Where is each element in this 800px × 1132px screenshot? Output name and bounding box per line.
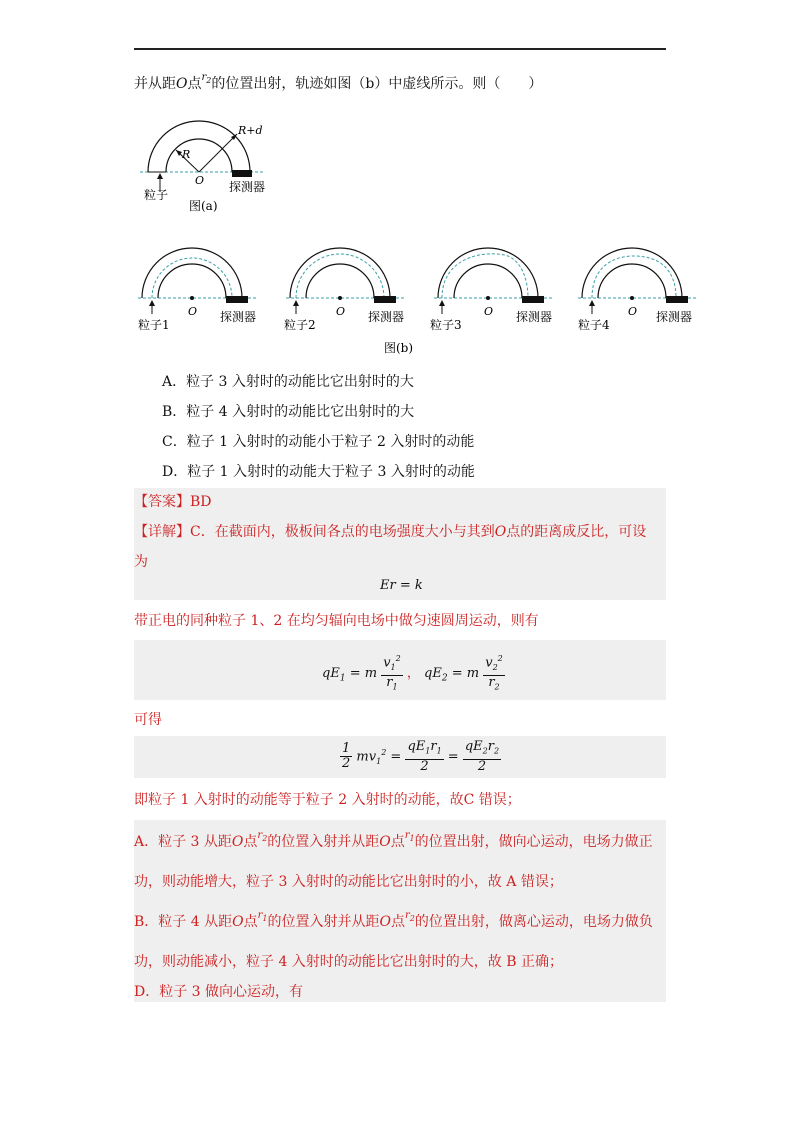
intro-text-1: 并从距 [134, 76, 176, 92]
explain-c-line2: 为 [134, 554, 148, 570]
panel-4 [578, 248, 698, 332]
fig-b-caption: 图(b) [384, 341, 414, 355]
fig-a-label-rd: R+d [238, 124, 263, 137]
svg-text:O: O [628, 305, 638, 318]
figure-b [134, 240, 704, 360]
explain-a-line2: 功，则动能增大，粒子 3 入射时的动能比它出射时的小，故 A 错误； [134, 874, 563, 890]
intro-line [134, 74, 542, 99]
header-rule [134, 48, 666, 50]
fig-a-caption: 图(a) [189, 199, 218, 213]
fig-a-label-r: R [182, 148, 191, 161]
equation-qE: $qE_1 = m$ $\frac{v_1^2}{r_1}$ ， $qE_2 = m$ $\frac{v_2^2}{r_2}$ [322, 654, 503, 692]
answer-tag: 【答案】 [134, 494, 190, 510]
explain-c-line1: 【详解】C．在截面内，极板间各点的电场强度大小与其到O点的距离成反比，可设 [134, 524, 647, 540]
fig-a-label-o: O [195, 174, 205, 187]
svg-text:探测器: 探测器 [220, 310, 257, 324]
panel-3 [430, 248, 554, 332]
panel-1 [138, 248, 258, 332]
panel-1-particle: 粒子1 [138, 318, 170, 332]
equation-er-k: Er = k [380, 578, 423, 593]
panel-3-particle: 粒子3 [430, 318, 462, 332]
intro-o: O [176, 76, 188, 92]
explain-a-line1: A．粒子 3 从距O点$^{r_2}$的位置入射并从距O点$^{r_1}$的位置出射，做向心运动，电场力做正 [134, 830, 653, 850]
explain-para4: 即粒子 1 入射时的动能等于粒子 2 入射时的动能，故C 错误； [134, 792, 521, 808]
intro-text-2: 点 [187, 76, 202, 92]
panel-2-particle: 粒子2 [284, 318, 316, 332]
svg-text:O: O [188, 305, 198, 318]
fig-a-label-detector: 探测器 [229, 180, 266, 194]
svg-text:探测器: 探测器 [656, 310, 693, 324]
answer-value: BD [190, 494, 212, 510]
panel-4-particle: 粒子4 [578, 318, 610, 332]
explain-b-line1: B．粒子 4 从距O点$^{r_1}$的位置入射并从距O点$^{r_2}$的位置出射，做离心运动，电场力做负 [134, 910, 653, 930]
svg-text:O: O [484, 305, 494, 318]
svg-text:O: O [336, 305, 346, 318]
choice-c: C．粒子 1 入射时的动能小于粒子 2 入射时的动能 [162, 434, 475, 450]
intro-r2: r2 [201, 72, 212, 85]
explain-para3: 可得 [134, 712, 162, 728]
explain-d-line1: D．粒子 3 做向心运动，有 [134, 984, 304, 1000]
choice-b: B．粒子 4 入射时的动能比它出射时的大 [162, 404, 415, 420]
fig-a-label-particle: 粒子 [144, 188, 169, 202]
intro-text-3: 的位置出射，轨迹如图（b）中虚线所示。则（ ） [211, 76, 543, 92]
equation-kinetic: $\frac{1}{2}$ $mv_1^2$ = $\frac{qE_1r_1}{2}$ = $\frac{qE_2r_2}{2}$ [342, 739, 500, 774]
figure-a [134, 110, 294, 220]
explain-tag: 【详解】 [134, 524, 190, 540]
explain-b-line2: 功，则动能减小，粒子 4 入射时的动能比它出射时的大，故 B 正确； [134, 954, 563, 970]
svg-text:探测器: 探测器 [368, 310, 405, 324]
explain-para2: 带正电的同种粒子 1、2 在均匀辐向电场中做匀速圆周运动，则有 [134, 613, 539, 629]
panel-2 [284, 248, 406, 332]
svg-text:探测器: 探测器 [516, 310, 553, 324]
choice-a: A．粒子 3 入射时的动能比它出射时的大 [162, 374, 414, 390]
answer-line [134, 492, 212, 512]
choice-d: D．粒子 1 入射时的动能大于粒子 3 入射时的动能 [162, 464, 475, 480]
